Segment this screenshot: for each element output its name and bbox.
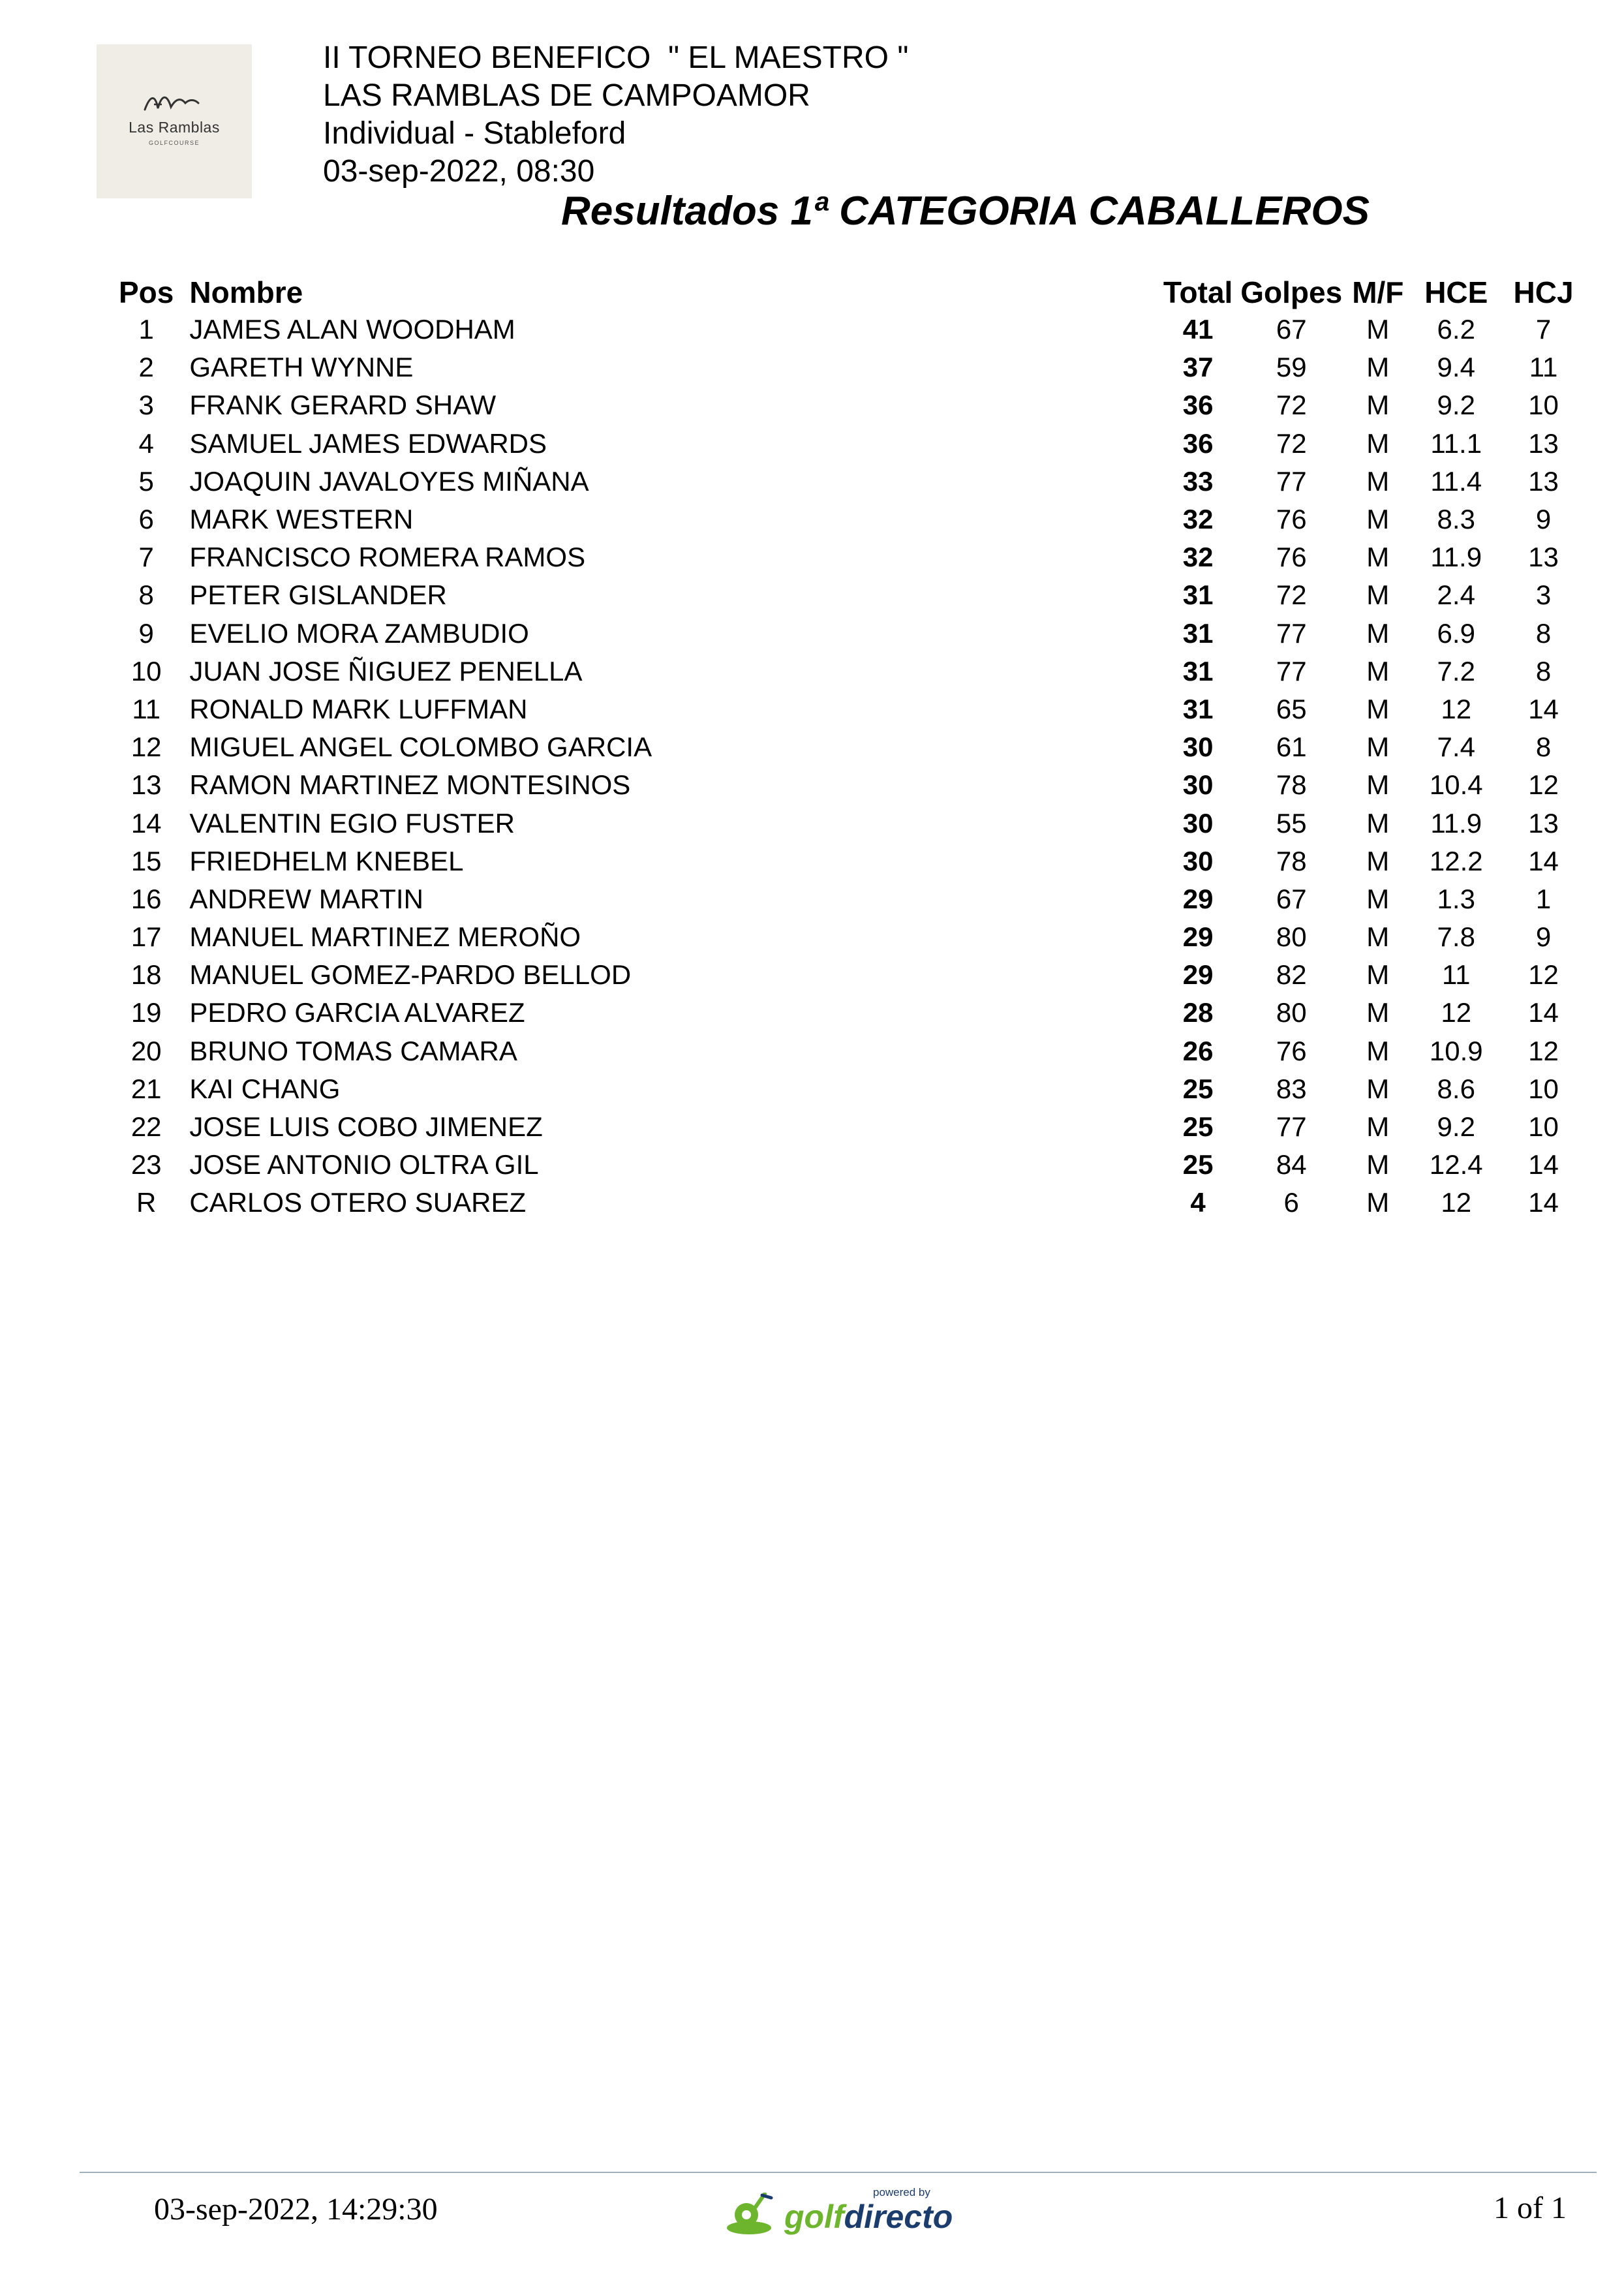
- cell-name: MIGUEL ANGEL COLOMBO GARCIA: [189, 732, 652, 763]
- cell-pos: 14: [130, 807, 162, 839]
- cell-mf: M: [1366, 352, 1390, 383]
- cell-hcj: 9: [1535, 921, 1552, 953]
- cell-mf: M: [1366, 390, 1390, 421]
- logo-subtitle: GOLFCOURSE: [148, 140, 200, 146]
- cell-pos: 8: [138, 579, 154, 611]
- cell-hcj: 10: [1528, 390, 1559, 421]
- cell-mf: M: [1366, 655, 1390, 686]
- cell-hce: 6.9: [1437, 617, 1475, 649]
- logo-name: Las Ramblas: [129, 119, 220, 136]
- cell-total: 36: [1182, 427, 1214, 459]
- cell-pos: 9: [138, 617, 154, 649]
- cell-name: SAMUEL JAMES EDWARDS: [189, 427, 547, 459]
- cell-name: FRANK GERARD SHAW: [189, 390, 497, 421]
- cell-hce: 9.4: [1437, 352, 1475, 383]
- cell-name: MANUEL MARTINEZ MEROÑO: [189, 921, 581, 953]
- cell-total: 32: [1182, 542, 1214, 573]
- cell-golpes: 67: [1276, 883, 1307, 914]
- venue-name: LAS RAMBLAS DE CAMPOAMOR: [323, 78, 810, 113]
- table-row: [103, 994, 1584, 1032]
- cell-hce: 12: [1441, 693, 1472, 724]
- cell-mf: M: [1366, 617, 1390, 649]
- cell-mf: M: [1366, 1149, 1390, 1180]
- column-header-hce: HCE: [1424, 275, 1488, 309]
- cell-hce: 11: [1441, 959, 1471, 991]
- cell-total: 25: [1182, 1149, 1214, 1180]
- cell-golpes: 82: [1276, 959, 1307, 991]
- cell-pos: 17: [130, 921, 162, 953]
- tournament-name: II TORNEO BENEFICO " EL MAESTRO ": [323, 40, 909, 75]
- cell-name: MANUEL GOMEZ-PARDO BELLOD: [189, 959, 632, 991]
- cell-name: VALENTIN EGIO FUSTER: [189, 807, 515, 839]
- cell-name: JOSE LUIS COBO JIMENEZ: [189, 1111, 543, 1143]
- cell-name: JOSE ANTONIO OLTRA GIL: [189, 1149, 539, 1180]
- cell-mf: M: [1366, 504, 1390, 535]
- cell-golpes: 77: [1276, 617, 1307, 649]
- results-table: [103, 274, 1584, 1222]
- table-row: [103, 615, 1584, 653]
- cell-hcj: 3: [1535, 579, 1552, 611]
- cell-pos: 3: [138, 390, 154, 421]
- cell-mf: M: [1366, 579, 1390, 611]
- cell-mf: M: [1366, 1111, 1390, 1143]
- cell-total: 30: [1182, 845, 1214, 876]
- cell-hcj: 1: [1535, 883, 1552, 914]
- brand-golf-text: golf: [784, 2198, 844, 2235]
- table-row: [103, 1070, 1584, 1108]
- cell-hcj: 7: [1535, 314, 1552, 345]
- cell-golpes: 6: [1283, 1187, 1299, 1218]
- cell-mf: M: [1366, 1073, 1390, 1104]
- cell-mf: M: [1366, 427, 1390, 459]
- cell-name: RONALD MARK LUFFMAN: [189, 693, 528, 724]
- table-row: [103, 1146, 1584, 1184]
- cell-name: KAI CHANG: [189, 1073, 341, 1104]
- cell-pos: 16: [130, 883, 162, 914]
- table-row: [103, 880, 1584, 918]
- table-row: [103, 653, 1584, 690]
- cell-hcj: 12: [1528, 1035, 1559, 1066]
- competition-date: 03-sep-2022, 08:30: [323, 154, 595, 189]
- footer-divider: [80, 2172, 1597, 2173]
- cell-name: FRIEDHELM KNEBEL: [189, 845, 464, 876]
- cell-hcj: 14: [1528, 1187, 1559, 1218]
- print-timestamp: 03-sep-2022, 14:29:30: [154, 2192, 438, 2227]
- cell-total: 31: [1182, 617, 1214, 649]
- table-row: [103, 1184, 1584, 1222]
- cell-pos: 7: [138, 542, 154, 573]
- cell-total: 29: [1182, 921, 1214, 953]
- cell-pos: 10: [130, 655, 162, 686]
- cell-hce: 11.9: [1430, 542, 1482, 573]
- cell-pos: 23: [130, 1149, 162, 1180]
- cell-hcj: 13: [1528, 427, 1559, 459]
- cell-hcj: 13: [1528, 542, 1559, 573]
- cell-name: RAMON MARTINEZ MONTESINOS: [189, 769, 631, 801]
- ramblas-wave-icon: [142, 91, 207, 114]
- cell-hcj: 12: [1528, 769, 1559, 801]
- table-row: [103, 728, 1584, 766]
- table-row: [103, 348, 1584, 386]
- table-row: [103, 918, 1584, 956]
- table-row: [103, 956, 1584, 994]
- cell-hcj: 8: [1535, 617, 1552, 649]
- cell-pos: 2: [138, 352, 154, 383]
- club-logo: [97, 44, 252, 198]
- cell-hcj: 10: [1528, 1111, 1559, 1143]
- cell-hce: 9.2: [1437, 390, 1475, 421]
- cell-name: JAMES ALAN WOODHAM: [189, 314, 515, 345]
- cell-total: 29: [1182, 883, 1214, 914]
- column-header-hcj: HCJ: [1513, 275, 1574, 309]
- cell-total: 28: [1182, 997, 1214, 1028]
- page-number: 1 of 1: [1494, 2191, 1567, 2225]
- cell-pos: R: [136, 1187, 157, 1218]
- cell-golpes: 72: [1276, 427, 1307, 459]
- cell-name: PETER GISLANDER: [189, 579, 447, 611]
- cell-hcj: 10: [1528, 1073, 1559, 1104]
- cell-pos: 15: [130, 845, 162, 876]
- table-row: [103, 1108, 1584, 1146]
- cell-mf: M: [1366, 997, 1390, 1028]
- cell-golpes: 59: [1276, 352, 1307, 383]
- results-body: [103, 311, 1584, 1222]
- cell-mf: M: [1366, 1187, 1390, 1218]
- cell-total: 37: [1182, 352, 1214, 383]
- cell-mf: M: [1366, 314, 1390, 345]
- page-title: Resultados 1ª CATEGORIA CABALLEROS: [561, 189, 1370, 234]
- cell-total: 36: [1182, 390, 1214, 421]
- cell-golpes: 77: [1276, 1111, 1307, 1143]
- cell-hcj: 14: [1528, 1149, 1559, 1180]
- powered-by-label: powered by: [873, 2186, 930, 2198]
- golf-ball-icon: [724, 2193, 783, 2238]
- cell-total: 31: [1182, 693, 1214, 724]
- cell-pos: 11: [132, 693, 161, 724]
- cell-hce: 6.2: [1437, 314, 1475, 345]
- cell-hce: 10.4: [1429, 769, 1483, 801]
- table-row: [103, 386, 1584, 424]
- cell-hce: 12: [1441, 997, 1472, 1028]
- column-header-mf: M/F: [1352, 275, 1404, 309]
- cell-hce: 8.3: [1437, 504, 1475, 535]
- table-row: [103, 766, 1584, 804]
- table-row: [103, 311, 1584, 348]
- cell-mf: M: [1366, 693, 1390, 724]
- cell-golpes: 80: [1276, 997, 1307, 1028]
- cell-total: 30: [1182, 769, 1214, 801]
- column-header-pos: Pos: [119, 275, 174, 309]
- cell-pos: 20: [130, 1035, 162, 1066]
- brand-directo-text: directo: [844, 2198, 953, 2235]
- cell-pos: 6: [138, 504, 154, 535]
- cell-pos: 21: [130, 1073, 162, 1104]
- cell-golpes: 77: [1276, 655, 1307, 686]
- cell-name: CARLOS OTERO SUAREZ: [189, 1187, 527, 1218]
- cell-golpes: 83: [1276, 1073, 1307, 1104]
- cell-pos: 18: [130, 959, 162, 991]
- cell-hce: 10.9: [1429, 1035, 1483, 1066]
- cell-hce: 1.3: [1437, 883, 1475, 914]
- table-row: [103, 690, 1584, 728]
- cell-golpes: 84: [1276, 1149, 1307, 1180]
- cell-hce: 7.8: [1437, 921, 1475, 953]
- cell-hcj: 13: [1528, 807, 1559, 839]
- column-header-name: Nombre: [189, 275, 303, 309]
- cell-mf: M: [1366, 959, 1390, 991]
- cell-mf: M: [1366, 845, 1390, 876]
- cell-name: PEDRO GARCIA ALVAREZ: [189, 997, 525, 1028]
- cell-mf: M: [1366, 465, 1390, 497]
- cell-golpes: 78: [1276, 769, 1307, 801]
- table-row: [103, 576, 1584, 614]
- cell-pos: 22: [130, 1111, 162, 1143]
- cell-name: BRUNO TOMAS CAMARA: [189, 1035, 517, 1066]
- cell-mf: M: [1366, 1035, 1390, 1066]
- cell-golpes: 67: [1276, 314, 1307, 345]
- cell-hce: 11.1: [1430, 427, 1482, 459]
- cell-name: EVELIO MORA ZAMBUDIO: [189, 617, 529, 649]
- cell-total: 29: [1182, 959, 1214, 991]
- cell-pos: 4: [138, 427, 154, 459]
- cell-golpes: 76: [1276, 542, 1307, 573]
- cell-name: MARK WESTERN: [189, 504, 414, 535]
- table-row: [103, 425, 1584, 463]
- cell-pos: 13: [130, 769, 162, 801]
- cell-hcj: 9: [1535, 504, 1552, 535]
- table-row: [103, 842, 1584, 880]
- cell-total: 41: [1182, 314, 1214, 345]
- cell-total: 31: [1182, 579, 1214, 611]
- cell-total: 32: [1182, 504, 1214, 535]
- cell-golpes: 65: [1276, 693, 1307, 724]
- cell-name: ANDREW MARTIN: [189, 883, 423, 914]
- cell-pos: 19: [130, 997, 162, 1028]
- cell-hcj: 12: [1528, 959, 1559, 991]
- cell-golpes: 78: [1276, 845, 1307, 876]
- cell-total: 30: [1182, 807, 1214, 839]
- cell-golpes: 55: [1276, 807, 1307, 839]
- table-row: [103, 463, 1584, 501]
- cell-hcj: 11: [1529, 352, 1558, 383]
- table-row: [103, 804, 1584, 842]
- brand-name: [784, 2198, 953, 2236]
- golfdirecto-logo: [724, 2186, 953, 2238]
- cell-golpes: 72: [1276, 390, 1307, 421]
- cell-total: 31: [1182, 655, 1214, 686]
- cell-name: JUAN JOSE ÑIGUEZ PENELLA: [189, 655, 583, 686]
- cell-total: 25: [1182, 1111, 1214, 1143]
- cell-total: 26: [1182, 1035, 1214, 1066]
- table-row: [103, 1032, 1584, 1070]
- cell-hce: 11.4: [1430, 465, 1482, 497]
- cell-total: 4: [1190, 1187, 1206, 1218]
- cell-hce: 12.2: [1429, 845, 1483, 876]
- cell-mf: M: [1366, 921, 1390, 953]
- table-row: [103, 538, 1584, 576]
- table-row: [103, 501, 1584, 538]
- cell-mf: M: [1366, 542, 1390, 573]
- cell-mf: M: [1366, 883, 1390, 914]
- cell-pos: 5: [138, 465, 154, 497]
- cell-golpes: 77: [1276, 465, 1307, 497]
- cell-hce: 12: [1441, 1187, 1472, 1218]
- cell-total: 25: [1182, 1073, 1214, 1104]
- cell-golpes: 80: [1276, 921, 1307, 953]
- cell-hcj: 8: [1535, 732, 1552, 763]
- cell-hcj: 8: [1535, 655, 1552, 686]
- cell-mf: M: [1366, 732, 1390, 763]
- cell-mf: M: [1366, 807, 1390, 839]
- table-header-row: [103, 274, 1584, 311]
- cell-hce: 12.4: [1429, 1149, 1483, 1180]
- cell-name: GARETH WYNNE: [189, 352, 414, 383]
- cell-name: FRANCISCO ROMERA RAMOS: [189, 542, 586, 573]
- cell-hcj: 14: [1528, 845, 1559, 876]
- cell-golpes: 61: [1276, 732, 1307, 763]
- cell-hce: 7.2: [1437, 655, 1475, 686]
- cell-pos: 12: [130, 732, 162, 763]
- cell-hce: 7.4: [1437, 732, 1475, 763]
- cell-golpes: 72: [1276, 579, 1307, 611]
- cell-hcj: 14: [1528, 997, 1559, 1028]
- cell-pos: 1: [138, 314, 154, 345]
- cell-hce: 2.4: [1437, 579, 1475, 611]
- column-header-total: Total: [1163, 275, 1233, 309]
- cell-hcj: 13: [1528, 465, 1559, 497]
- cell-hcj: 14: [1528, 693, 1559, 724]
- cell-name: JOAQUIN JAVALOYES MIÑANA: [189, 465, 589, 497]
- cell-total: 30: [1182, 732, 1214, 763]
- competition-format: Individual - Stableford: [323, 116, 626, 151]
- column-header-golpes: Golpes: [1240, 275, 1343, 309]
- cell-hce: 11.9: [1430, 807, 1482, 839]
- cell-hce: 8.6: [1437, 1073, 1475, 1104]
- cell-mf: M: [1366, 769, 1390, 801]
- cell-total: 33: [1182, 465, 1214, 497]
- cell-golpes: 76: [1276, 1035, 1307, 1066]
- cell-hce: 9.2: [1437, 1111, 1475, 1143]
- cell-golpes: 76: [1276, 504, 1307, 535]
